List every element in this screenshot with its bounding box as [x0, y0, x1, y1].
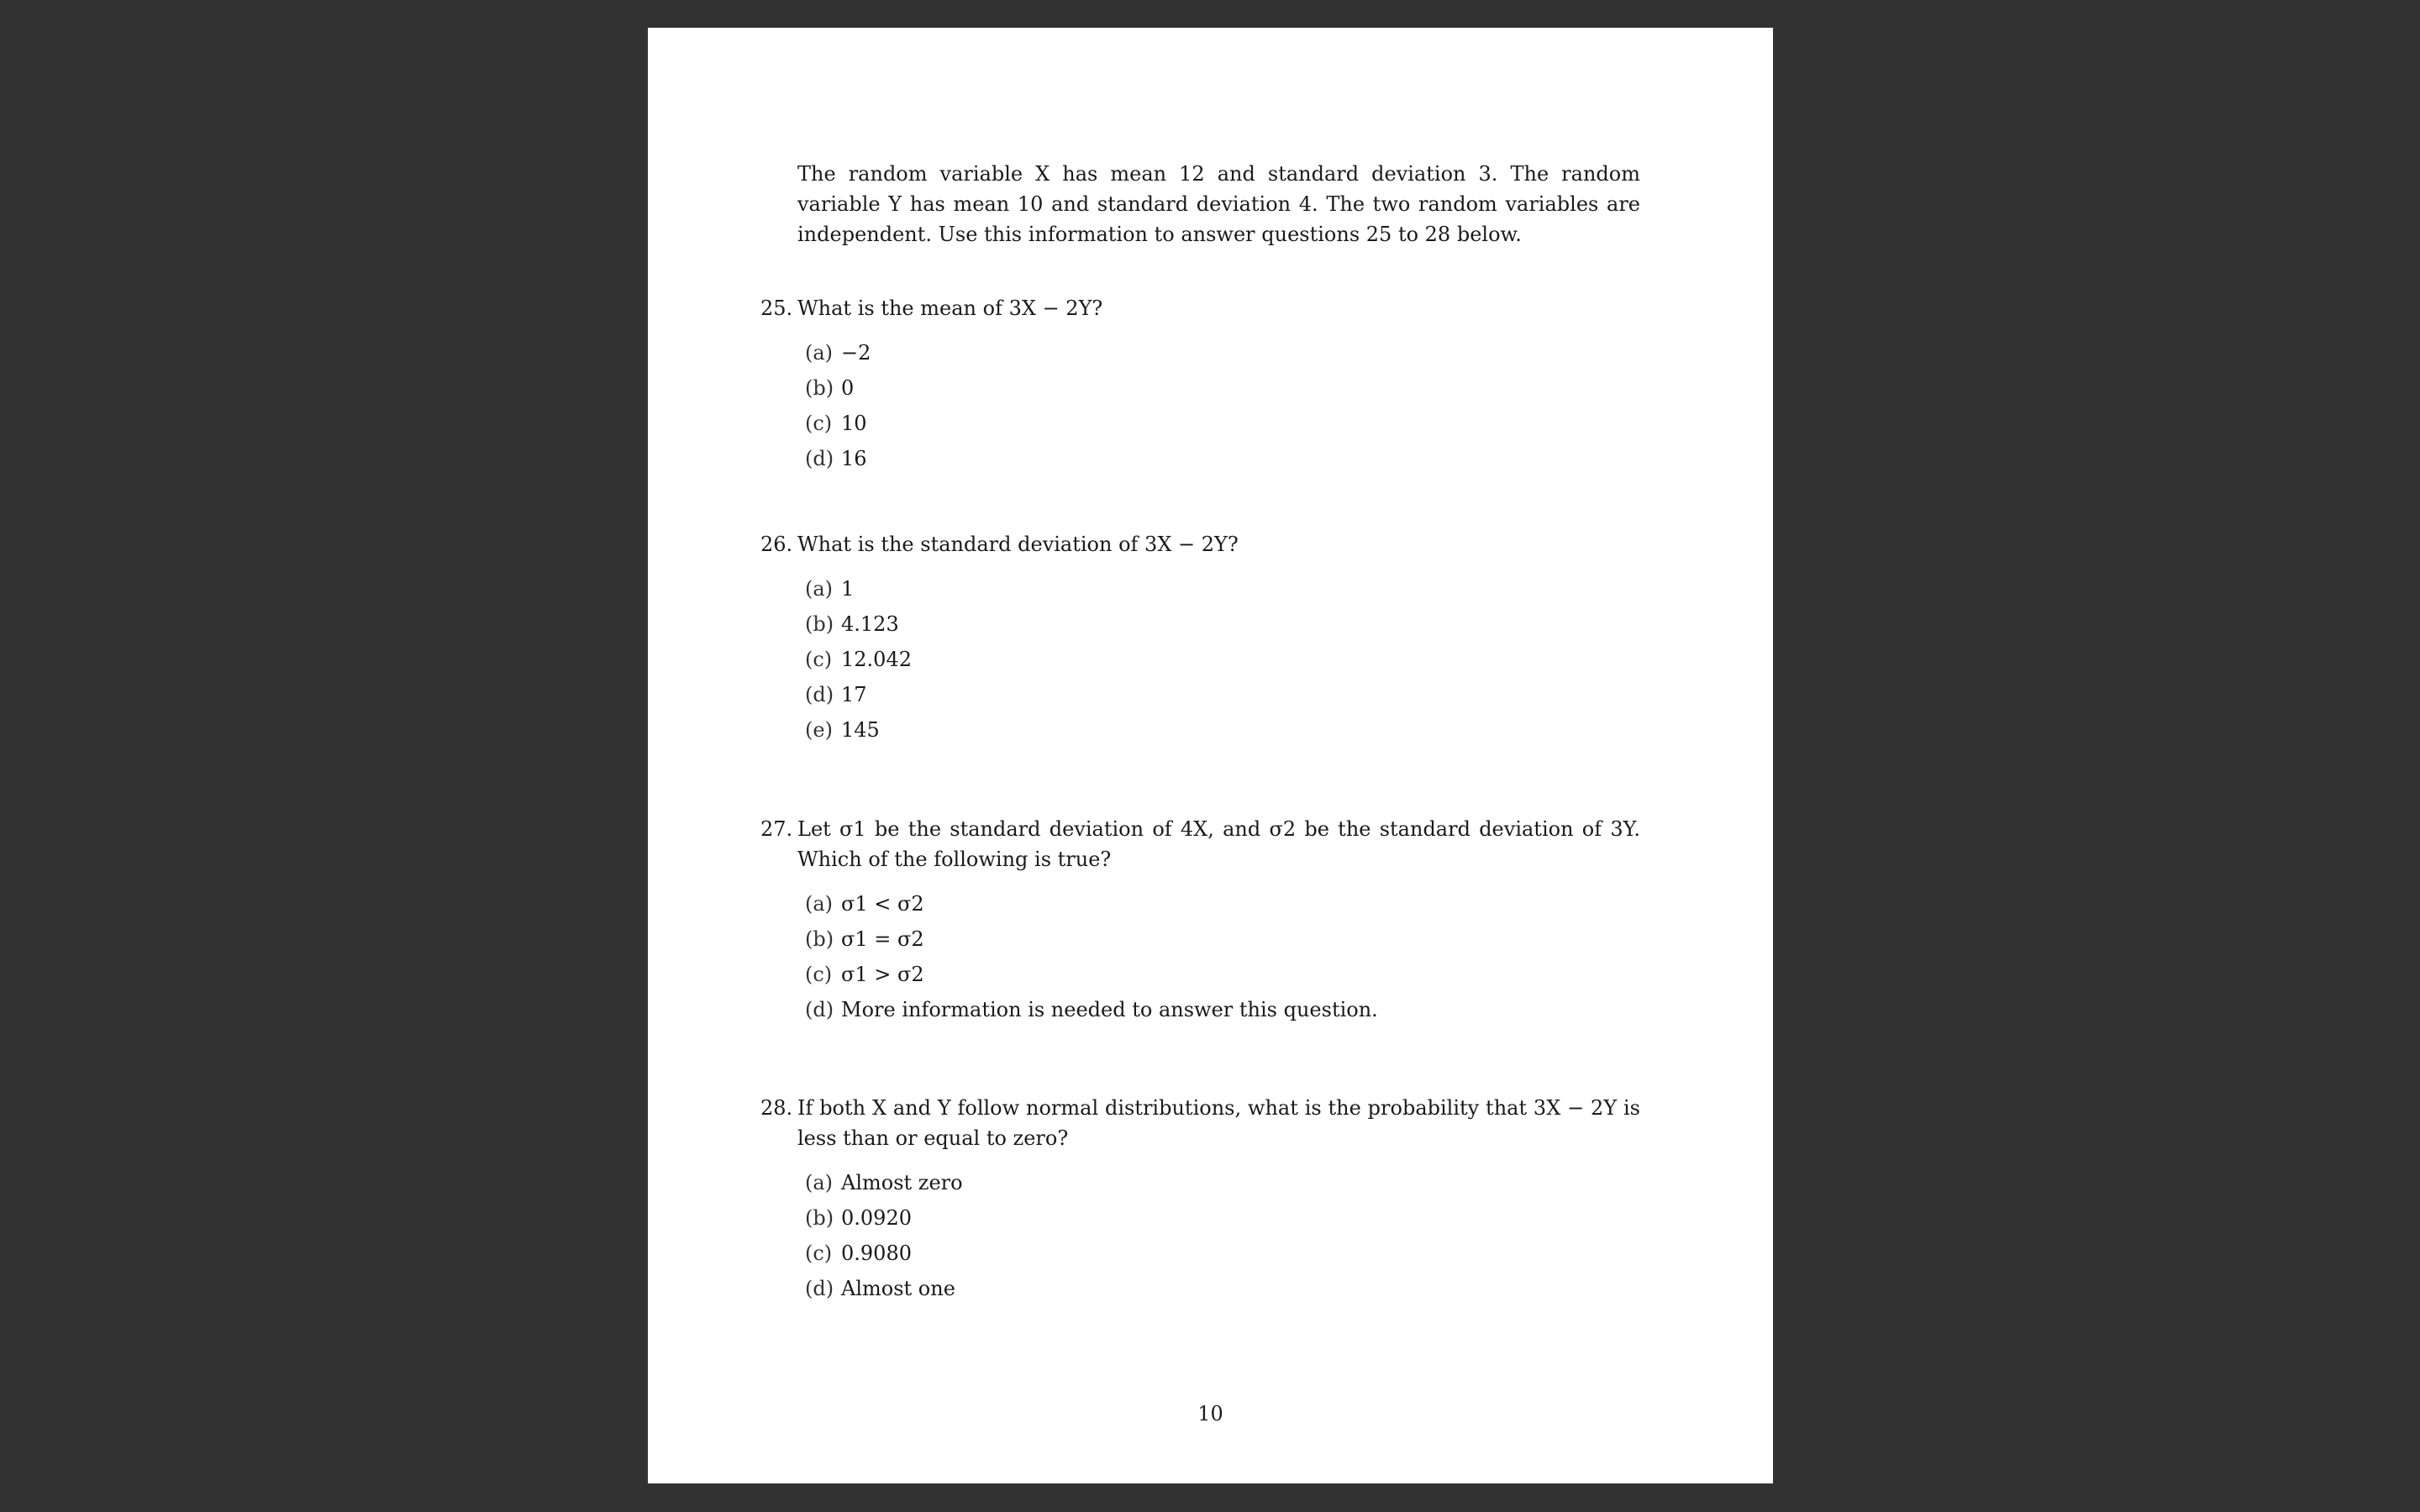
- question-28-option-b: [805, 1203, 912, 1233]
- option-label: (c): [805, 963, 833, 986]
- question-25-option-c: [805, 408, 867, 438]
- option-label: (c): [805, 412, 833, 435]
- question-26-option-c: [805, 644, 912, 675]
- question-26-option-b: [805, 609, 899, 639]
- option-text: 17: [841, 683, 867, 706]
- question-25-option-b: [805, 373, 854, 403]
- intro-paragraph: The random variable X has mean 12 and standard deviation 3. The random variable Y has mean 10 and standard deviation 4. The two random variables are independent. Use this information to answer questions 25 to 28 below.: [797, 162, 1640, 246]
- option-label: (b): [805, 612, 834, 636]
- option-label: (c): [805, 1242, 833, 1265]
- option-text: More information is needed to answer this question.: [841, 998, 1378, 1021]
- question-27-option-b: [805, 924, 924, 954]
- option-label: (b): [805, 927, 834, 951]
- question-27-option-c: [805, 959, 924, 990]
- option-text: Almost zero: [841, 1171, 963, 1194]
- question-28-text: If both X and Y follow normal distributions, what is the probability that 3X − 2Y is less than or equal to zero?: [797, 1096, 1640, 1150]
- option-text: −2: [841, 341, 871, 365]
- question-27-text: Let σ1 be the standard deviation of 4X, and σ2 be the standard deviation of 3Y. Which of the following is true?: [797, 817, 1640, 871]
- question-28-number: 28.: [760, 1096, 793, 1120]
- question-27-option-d: [805, 995, 1378, 1025]
- option-text: 145: [841, 718, 880, 742]
- option-text: 12.042: [841, 648, 912, 671]
- document-page: [648, 28, 1773, 1483]
- question-25-text: What is the mean of 3X − 2Y?: [797, 297, 1103, 320]
- option-label: (a): [805, 577, 834, 601]
- question-26-option-e: [805, 715, 880, 745]
- option-label: (a): [805, 1171, 834, 1194]
- question-27-number: 27.: [760, 817, 793, 841]
- question-25-option-a: [805, 338, 871, 368]
- option-text: σ1 > σ2: [841, 963, 924, 986]
- option-label: (d): [805, 998, 834, 1021]
- option-text: 0.0920: [841, 1206, 912, 1230]
- question-26-number: 26.: [760, 533, 793, 556]
- option-label: (d): [805, 1277, 834, 1300]
- question-27-option-a: [805, 889, 924, 919]
- option-text: 16: [841, 447, 867, 470]
- question-28-option-a: [805, 1168, 963, 1198]
- question-28-option-d: [805, 1273, 955, 1304]
- question-26-option-d: [805, 680, 867, 710]
- option-label: (b): [805, 1206, 834, 1230]
- option-label: (a): [805, 892, 834, 916]
- question-25-number: 25.: [760, 297, 793, 320]
- option-text: 4.123: [841, 612, 899, 636]
- option-label: (b): [805, 376, 834, 400]
- option-label: (d): [805, 683, 834, 706]
- option-label: (a): [805, 341, 834, 365]
- option-text: 0: [841, 376, 855, 400]
- question-25-option-d: [805, 444, 867, 474]
- option-text: σ1 < σ2: [841, 892, 924, 916]
- option-label: (c): [805, 648, 833, 671]
- question-28-option-c: [805, 1238, 912, 1268]
- page-number: 10: [1197, 1402, 1223, 1425]
- option-text: σ1 = σ2: [841, 927, 924, 951]
- option-text: 1: [841, 577, 855, 601]
- option-text: 10: [841, 412, 867, 435]
- option-text: Almost one: [841, 1277, 955, 1300]
- question-26-text: What is the standard deviation of 3X − 2Y?: [797, 533, 1239, 556]
- option-label: (d): [805, 447, 834, 470]
- option-text: 0.9080: [841, 1242, 912, 1265]
- option-label: (e): [805, 718, 833, 742]
- question-26-option-a: [805, 574, 854, 604]
